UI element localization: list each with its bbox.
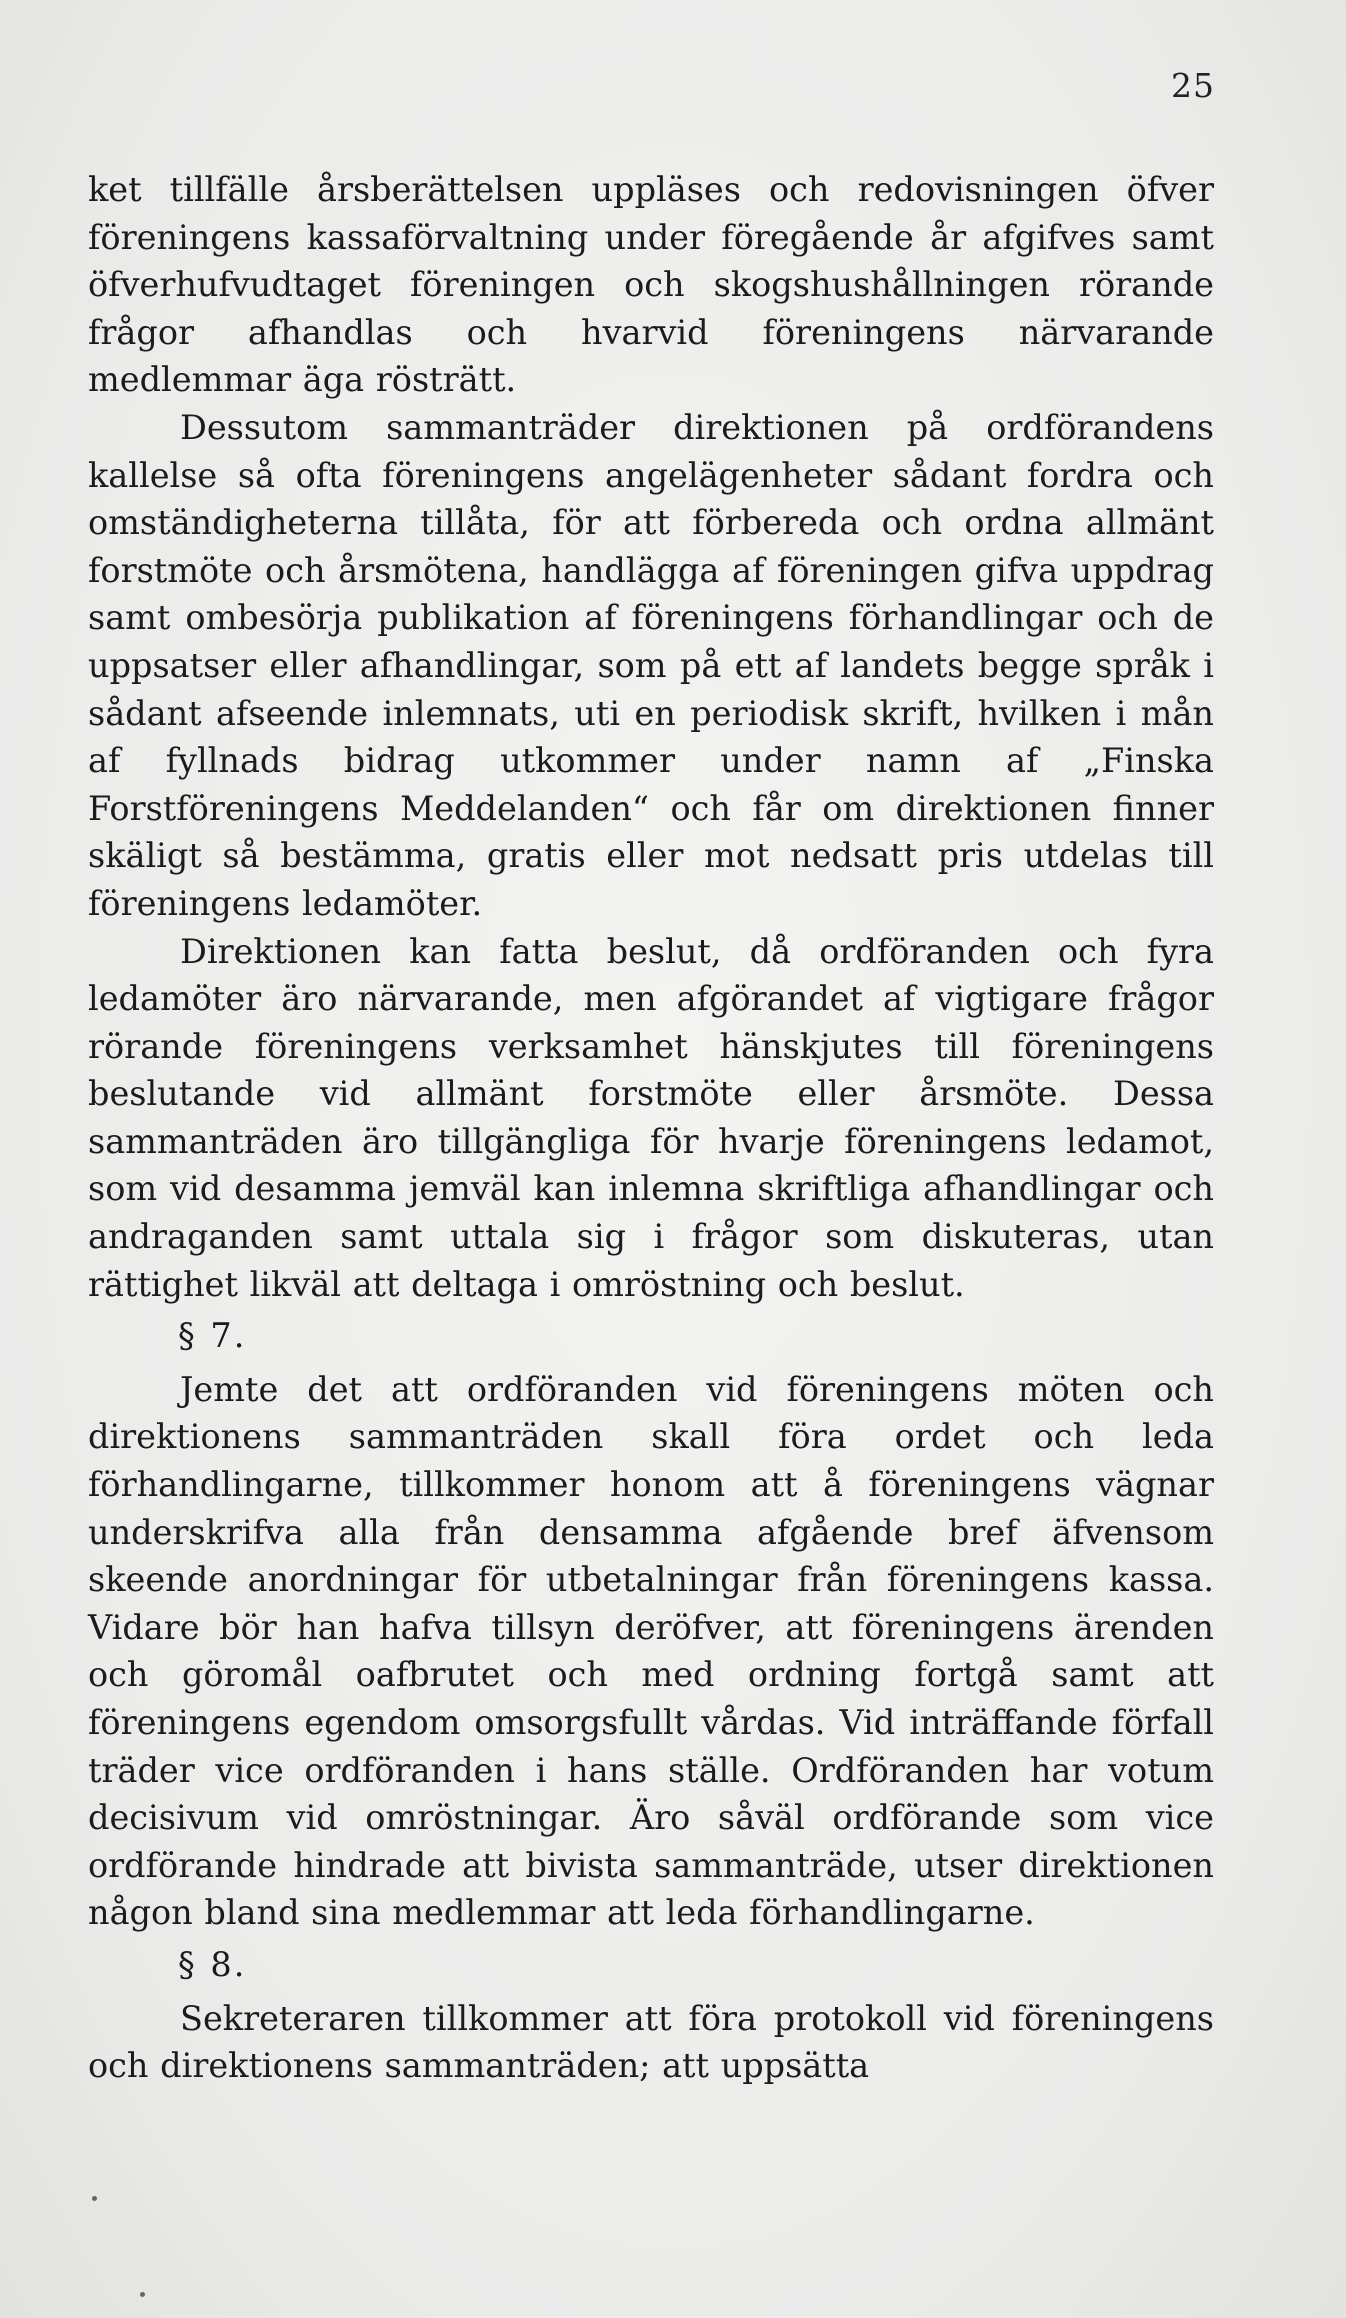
paragraph-annual-meeting: ket tillfälle årsberättelsen uppläses och redovisningen öfver föreningens kassaförvaltning under föregående år afgifves samt öfverhufvudtaget föreningen och skogshushållningen rörande frågor afhandlas och hvarvid föreningens närvarande medlemmar äga rösträtt. xyxy=(88,170,1214,400)
paragraph-chairman-duties: Jemte det att ordföranden vid föreningens möten och direktionens sammanträden skall föra ordet och leda förhandlingarne, tillkommer honom att å föreningens vägnar underskrifva alla från densamma afgående bref äfvensom skeende anordningar för utbetalningar från föreningens kassa. Vidare bör han hafva tillsyn deröfver, att föreningens ärenden och göromål oafbrutet och med ordning fortgå samt att föreningens egendom omsorgsfullt vårdas. Vid inträffande förfall träder vice ordföranden i hans ställe. Ordföranden har votum decisivum vid omröstningar. Äro såväl ordförande som vice ordförande hindrade att bivista sammanträde, utser direktionen någon bland sina medlemmar att leda förhandlingarne. xyxy=(88,1369,1214,1933)
section-heading-7: § 7. xyxy=(178,1316,247,1356)
paper-speck xyxy=(140,2292,145,2297)
body-text xyxy=(88,166,1214,2090)
page-number: 25 xyxy=(1171,66,1215,105)
paragraph-board-meetings: Dessutom sammanträder direktionen på ordförandens kallelse så ofta föreningens angelägenheter sådant fordra och omständigheterna tillåta, för att förbereda och ordna allmänt forstmöte och årsmötena, handlägga af föreningen gifva uppdrag samt ombesörja publikation af föreningens förhandlingar och de uppsatser eller afhandlingar, som på ett af landets begge språk i sådant afseende inlemnats, uti en periodisk skrift, hvilken i mån af fyllnads bidrag utkommer under namn af „Finska Forstföreningens Meddelanden“ och får om direktionen finner skäligt så bestämma, gratis eller mot nedsatt pris utdelas till föreningens ledamöter. xyxy=(88,407,1214,923)
paper-speck xyxy=(92,2196,97,2201)
paragraph-secretary-duties: Sekreteraren tillkommer att föra protokoll vid föreningens och direktionens sammanträden; att uppsätta xyxy=(88,1998,1214,2086)
section-heading-8: § 8. xyxy=(178,1944,247,1984)
paragraph-board-quorum: Direktionen kan fatta beslut, då ordföranden och fyra ledamöter äro närvarande, men afgörandet af vigtigare frågor rörande föreningens verksamhet hänskjutes till föreningens beslutande vid allmänt forstmöte eller årsmöte. Dessa sammanträden äro tillgängliga för hvarje föreningens ledamot, som vid desamma jemväl kan inlemna skriftliga afhandlingar och andraganden samt uttala sig i frågor som diskuteras, utan rättighet likväl att deltaga i omröstning och beslut. xyxy=(88,931,1214,1304)
